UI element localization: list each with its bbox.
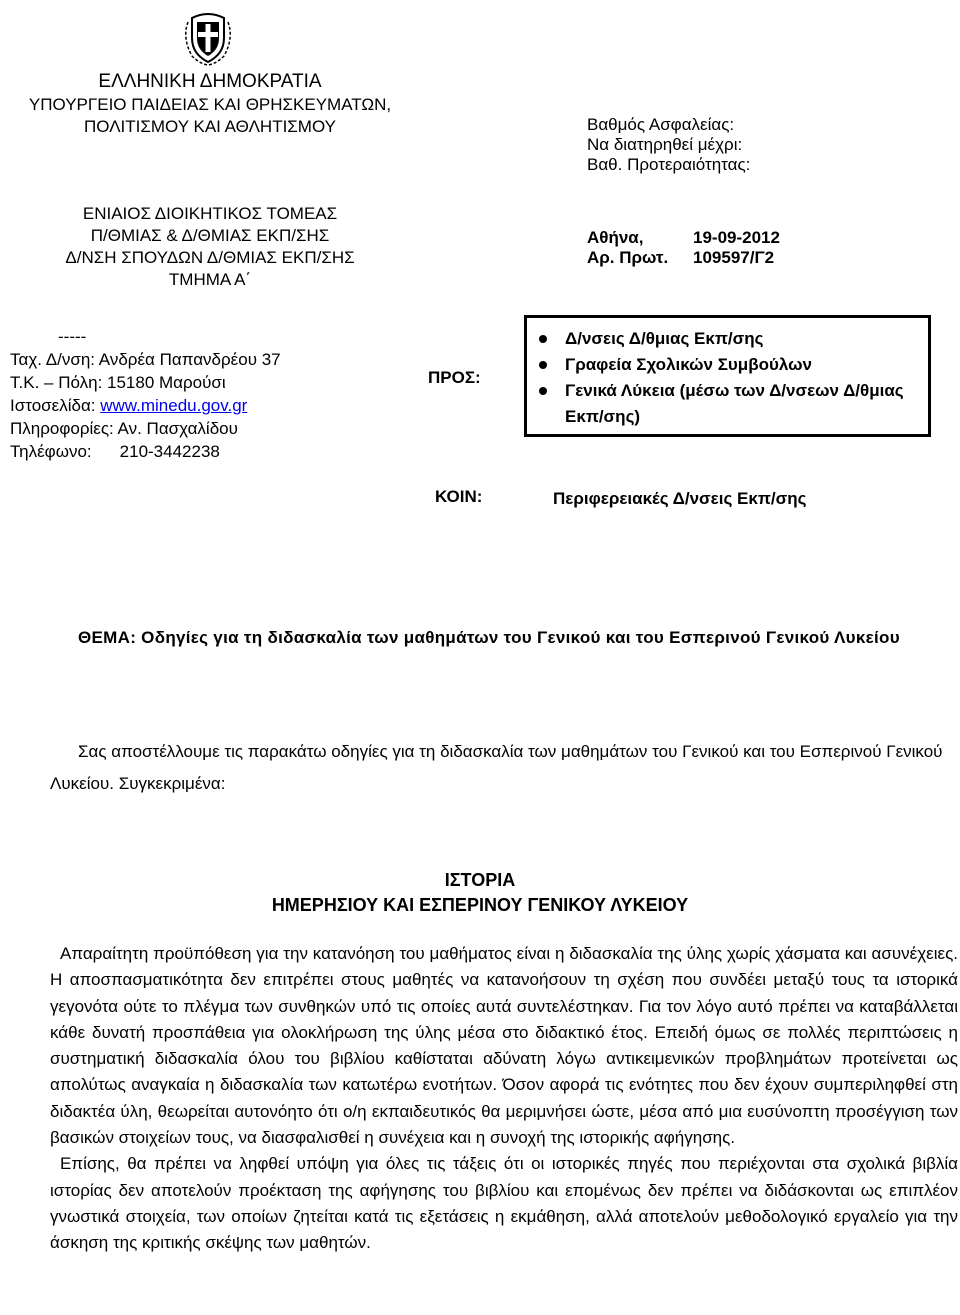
- ministry-name-line2: ΠΟΛΙΤΙΣΜΟΥ ΚΑΙ ΑΘΛΗΤΙΣΜΟΥ: [84, 117, 336, 136]
- place: Αθήνα,: [587, 228, 644, 247]
- contact-address: Ταχ. Δ/νση: Ανδρέα Παπανδρέου 37: [10, 350, 281, 369]
- contact-phone: [10, 440, 281, 463]
- website-link[interactable]: www.minedu.gov.gr: [100, 396, 248, 415]
- recipients-box: [524, 315, 931, 437]
- department-header: [0, 203, 420, 291]
- contact-info: Πληροφορίες: Αν. Πασχαλίδου: [10, 419, 238, 438]
- website-label: Ιστοσελίδα:: [10, 396, 101, 415]
- body-paragraph: Απαραίτητη προϋπόθεση για την κατανόηση του μαθήματος είναι η διδασκαλία της ύλης χωρίς χάσματα και ασυνέχειες. Η αποσπασματικότητα δεν επιτρέπει στους μαθητές να κατανοήσουν τη σχέση που συνδέει μεταξύ τους τα ιστορικά γεγονότα ούτε το πλέγμα των συνθηκών υπό τις οποίες αυτά συντελέστηκαν. Για τον λόγο αυτό πρέπει να καταβάλλεται κάθε δυνατή προσπάθεια για ολοκλήρωση της ύλης μέσα στο διδακτικό έτος. Επειδή όμως σε πολλές περιπτώσεις η συστηματική διδασκαλία όλου του βιβλίου καθίσταται αδύνατη λόγω αντικειμενικών προβλημάτων προτείνεται ως απολύτως αναγκαία η διδασκαλία των κατωτέρω ενοτήτων. Όσον αφορά τις ενότητες που δεν έχουν συμπεριληφθεί στη διδακτέα ύλη, θεωρείται αυτονόητο ότι ο/η εκπαιδευτικός θα μεριμνήσει ώστε, μέσα από μια ευσύνοπτη προσέγγιση των βασικών στοιχείων τους, να διασφαλισθεί η συνέχεια και η συνοχή της ιστορικής αφήγησης.: [50, 944, 958, 1148]
- cc-recipient: Περιφερειακές Δ/νσεις Εκπ/σης: [553, 489, 807, 508]
- contact-separator: -----: [58, 327, 87, 346]
- contact-postal: Τ.Κ. – Πόλη: 15180 Μαρούσι: [10, 373, 226, 392]
- sector-line3: Δ/ΝΣΗ ΣΠΟΥΔΩΝ Δ/ΘΜΙΑΣ ΕΚΠ/ΣΗΣ: [65, 248, 355, 267]
- recipient-item: Γενικά Λύκεια (μέσω των Δ/νσεων Δ/θμιας Εκπ/σης): [539, 378, 922, 430]
- body-text: [50, 941, 958, 1257]
- intro-paragraph: Σας αποστέλλουμε τις παρακάτω οδηγίες για τη διδασκαλία των μαθημάτων του Γενικού και του Εσπερινού Γενικού Λυκείου. Συγκεκριμένα:: [50, 742, 943, 793]
- protocol-row: [587, 248, 780, 268]
- recipients-list: [539, 326, 922, 430]
- protocol-label: Αρ. Πρωτ.: [587, 248, 669, 267]
- contact-website: [10, 394, 281, 417]
- recipient-item: Δ/νσεις Δ/θμιας Εκπ/σης: [539, 326, 922, 352]
- sector-line4: ΤΜΗΜΑ Α΄: [168, 270, 252, 289]
- authority-header: [0, 70, 420, 138]
- contact-block: [10, 325, 281, 463]
- cc-label: ΚΟΙΝ:: [435, 487, 483, 506]
- sector-line1: ΕΝΙΑΙΟΣ ΔΙΟΙΚΗΤΙΚΟΣ ΤΟΜΕΑΣ: [82, 204, 338, 223]
- republic-name: ΕΛΛΗΝΙΚΗ ΔΗΜΟΚΡΑΤΙΑ: [98, 71, 322, 92]
- protocol-number: 109597/Γ2: [693, 248, 775, 267]
- subject-line: ΘΕΜΑ: Οδηγίες για τη διδασκαλία των μαθημάτων του Γενικού και του Εσπερινού Γενικού Λυκείου: [78, 628, 900, 647]
- section-title: ΙΣΤΟΡΙΑ: [444, 870, 516, 890]
- date: 19-09-2012: [693, 228, 780, 247]
- ministry-name-line1: ΥΠΟΥΡΓΕΙΟ ΠΑΙΔΕΙΑΣ ΚΑΙ ΘΡΗΣΚΕΥΜΑΤΩΝ,: [28, 95, 392, 114]
- date-protocol: [587, 228, 780, 268]
- recipient-item: Γραφεία Σχολικών Συμβούλων: [539, 352, 922, 378]
- body-paragraph: Επίσης, θα πρέπει να ληφθεί υπόψη για όλες τις τάξεις ότι οι ιστορικές πηγές που περιέχονται στα σχολικά βιβλία ιστορίας δεν αποτελούν προέκταση της αφήγησης του βιβλίου και επομένως δεν πρέπει να διδάσκονται ως επιπλέον γνωστικά στοιχεία, των οποίων ζητείται κατά τις εξετάσεις η εκμάθηση, αλλά αποτελούν μεθοδολογικό εργαλείο για την άσκηση της κριτικής σκέψης των μαθητών.: [50, 1154, 958, 1253]
- priority-level: Βαθ. Προτεραιότητας:: [587, 155, 751, 174]
- section-subtitle: ΗΜΕΡΗΣΙΟΥ ΚΑΙ ΕΣΠΕΡΙΝΟΥ ΓΕΝΙΚΟΥ ΛΥΚΕΙΟΥ: [271, 895, 689, 915]
- greek-coat-of-arms-emblem: [178, 8, 238, 68]
- keep-until: Να διατηρηθεί μέχρι:: [587, 135, 743, 154]
- phone-label: Τηλέφωνο:: [10, 442, 92, 461]
- phone-number: 210-3442238: [119, 442, 220, 461]
- date-row: [587, 228, 780, 248]
- to-label: ΠΡΟΣ:: [428, 368, 481, 387]
- security-level: Βαθμός Ασφαλείας:: [587, 115, 735, 134]
- sector-line2: Π/ΘΜΙΑΣ & Δ/ΘΜΙΑΣ ΕΚΠ/ΣΗΣ: [90, 226, 330, 245]
- security-meta: [587, 115, 750, 175]
